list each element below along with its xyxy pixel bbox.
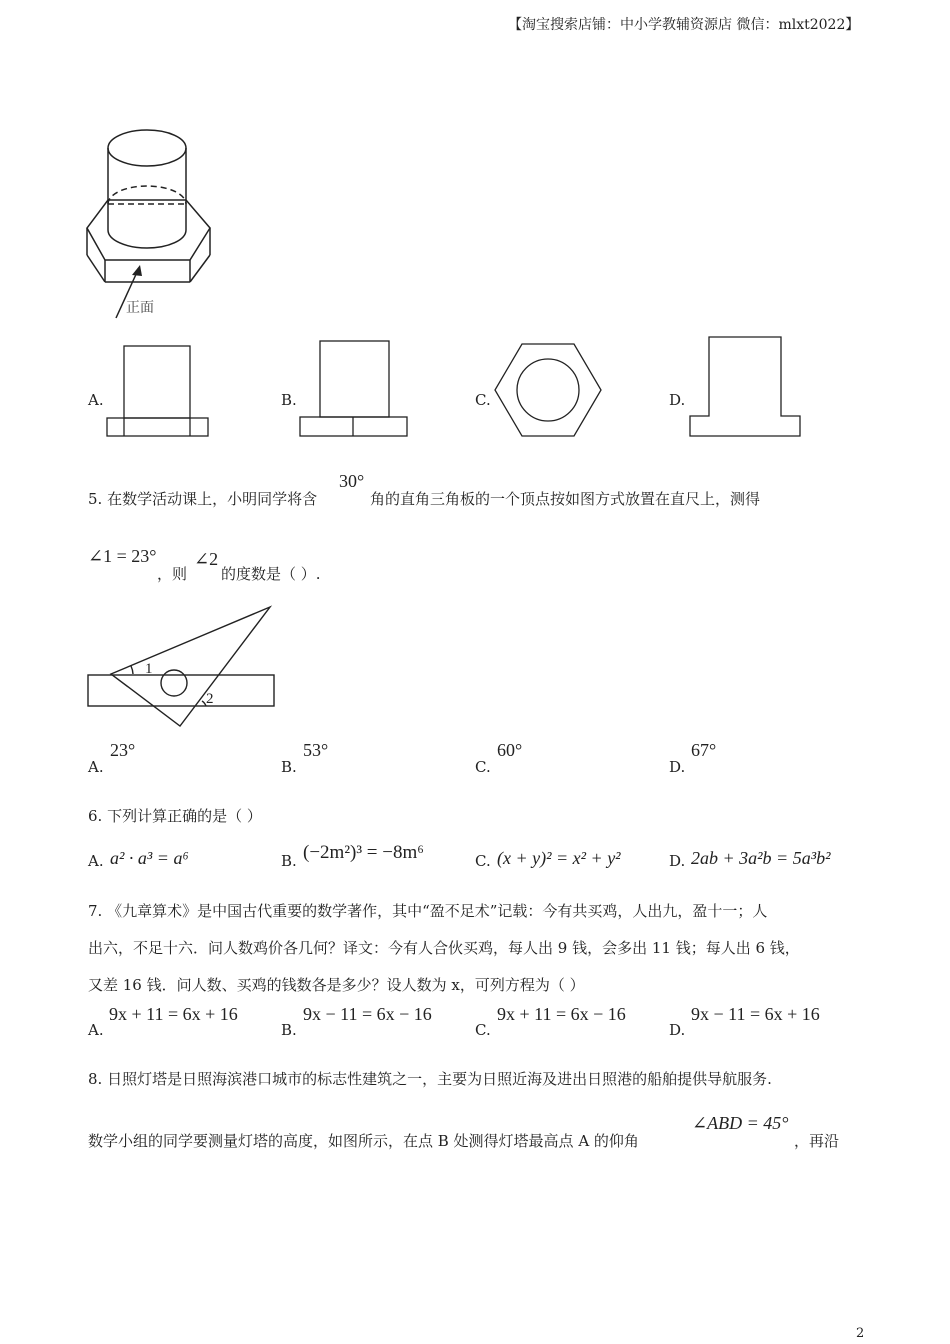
q7-option-b-value: 9x − 11 = 6x − 16 bbox=[303, 1004, 432, 1024]
q6-option-c-label: C. bbox=[475, 852, 491, 870]
q4-option-d-label: D. bbox=[669, 391, 686, 409]
q8-angle-abd: ∠ABD = 45° bbox=[692, 1113, 789, 1133]
front-view-label: 正面 bbox=[126, 300, 154, 316]
q5-angle-30: 30° bbox=[339, 471, 365, 491]
q7-option-b-label: B. bbox=[281, 1021, 297, 1039]
q7-stem-line2: 出六，不足十六．问人数鸡价各几何？译文：今有人合伙买鸡，每人出 9 钱，会多出 11 钱；每人出 6 钱， bbox=[88, 939, 800, 957]
q5-fig-label-2: 2 bbox=[206, 691, 214, 707]
q7-option-d-label: D. bbox=[669, 1021, 686, 1039]
q4-option-a-label: A. bbox=[88, 391, 104, 409]
q7-option-a-value: 9x + 11 = 6x + 16 bbox=[109, 1004, 238, 1024]
q5-option-c-label: C. bbox=[475, 758, 491, 776]
q5-option-d-value: 67° bbox=[691, 740, 717, 760]
q4-solid-figure bbox=[80, 120, 230, 325]
q4-option-c-label: C. bbox=[475, 391, 491, 409]
q5-ruler-triangle-figure bbox=[85, 602, 280, 730]
q8-stem-line2-pre: 数学小组的同学要测量灯塔的高度，如图所示，在点 B 处测得灯塔最高点 A 的仰角 bbox=[88, 1132, 639, 1150]
q6-option-d-value: 2ab + 3a²b = 5a³b² bbox=[691, 848, 831, 868]
q5-angle1-equation: ∠1 = 23° bbox=[88, 546, 157, 566]
q5-stem-then: ，则 bbox=[157, 565, 188, 583]
q5-angle2: ∠2 bbox=[194, 549, 219, 569]
q5-stem-line2-post: 的度数是（ ）. bbox=[221, 565, 321, 583]
q6-option-d-label: D. bbox=[669, 852, 686, 870]
page-number: 2 bbox=[856, 1326, 865, 1341]
q5-option-c-value: 60° bbox=[497, 740, 523, 760]
q6-option-a-label: A. bbox=[88, 852, 104, 870]
q6-option-c-value: (x + y)² = x² + y² bbox=[497, 848, 621, 868]
q4-option-b-figure bbox=[298, 339, 410, 439]
q5-stem-line1-post: 角的直角三角板的一个顶点按如图方式放置在直尺上，测得 bbox=[370, 490, 761, 508]
q7-stem-line3: 又差 16 钱．问人数、买鸡的钱数各是多少？设人数为 x，可列方程为（ ） bbox=[88, 976, 585, 994]
q5-option-a-value: 23° bbox=[110, 740, 136, 760]
q7-stem-line1: 7. 《九章算术》是中国古代重要的数学著作，其中“盈不足术”记载：今有共买鸡，人出九，盈十一；人 bbox=[88, 902, 768, 920]
q6-option-a-value: a² · a³ = a⁶ bbox=[110, 848, 189, 868]
q4-option-a-figure bbox=[105, 344, 210, 439]
q5-option-d-label: D. bbox=[669, 758, 686, 776]
q8-stem-line1: 8. 日照灯塔是日照海滨港口城市的标志性建筑之一，主要为日照近海及进出日照港的船舶提供导航服务. bbox=[88, 1070, 772, 1088]
q8-stem-line2-post: ，再沿 bbox=[794, 1132, 840, 1150]
header-note: 【淘宝搜索店铺：中小学教辅资源店 微信：mlxt2022】 bbox=[508, 17, 860, 33]
q5-stem-line1-pre: 5. 在数学活动课上，小明同学将含 bbox=[88, 490, 318, 508]
q6-option-b-label: B. bbox=[281, 852, 297, 870]
q4-option-c-figure bbox=[492, 342, 604, 440]
q5-fig-label-1: 1 bbox=[145, 661, 153, 677]
q5-option-b-label: B. bbox=[281, 758, 297, 776]
q5-option-a-label: A. bbox=[88, 758, 104, 776]
q6-option-b-value: (−2m²)³ = −8m⁶ bbox=[303, 842, 424, 863]
q5-option-b-value: 53° bbox=[303, 740, 329, 760]
q4-option-b-label: B. bbox=[281, 391, 297, 409]
q7-option-d-value: 9x − 11 = 6x + 16 bbox=[691, 1004, 820, 1024]
q4-option-d-figure bbox=[687, 335, 803, 439]
q7-option-c-label: C. bbox=[475, 1021, 491, 1039]
q6-stem: 6. 下列计算正确的是（ ） bbox=[88, 807, 262, 825]
q7-option-a-label: A. bbox=[88, 1021, 104, 1039]
q7-option-c-value: 9x + 11 = 6x − 16 bbox=[497, 1004, 626, 1024]
